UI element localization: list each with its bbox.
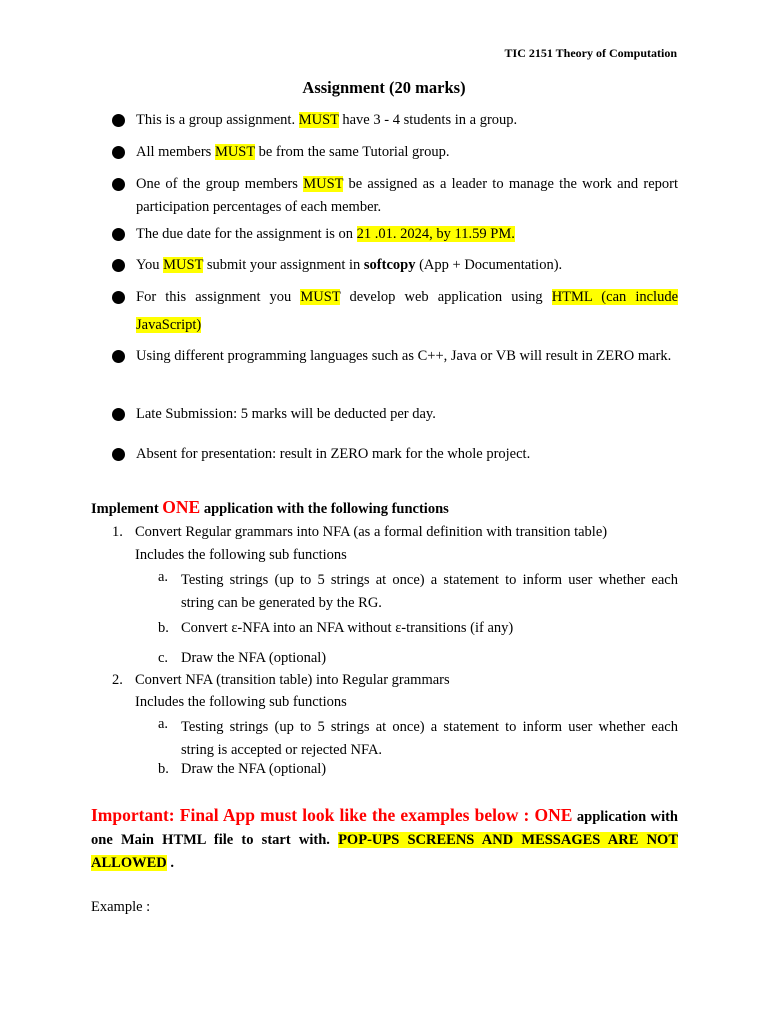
bullet-icon — [112, 178, 125, 191]
sub-letter: a. — [158, 569, 169, 585]
page-title: Assignment (20 marks) — [302, 78, 466, 97]
highlight-must: MUST — [214, 144, 255, 160]
rule-text: Late Submission: 5 marks will be deducted per day. — [136, 406, 436, 422]
sub-letter: c. — [158, 650, 169, 666]
bullet-icon — [112, 350, 125, 363]
important-notice: Important: Final App must look like the examples below : ONE application with one Main HTML file to start with. POP-UPS SCREENS AND MESSAGES ARE NOT ALLOWED . — [91, 805, 678, 871]
bullet-icon — [112, 448, 125, 461]
rule-text: Using different programming languages such as C++, Java or VB will result in ZERO mark. — [136, 348, 672, 364]
list-item — [112, 223, 678, 246]
bullet-icon — [112, 228, 125, 241]
highlight-html: HTML (can include JavaScript) — [136, 289, 679, 333]
sub-functions-intro: Includes the following sub functions — [135, 694, 347, 710]
sub-letter: a. — [158, 716, 169, 732]
bullet-icon — [112, 408, 125, 421]
sub-letter: b. — [158, 761, 169, 777]
rule-text: Absent for presentation: result in ZERO mark for the whole project. — [136, 446, 531, 462]
rule-text: All members — [136, 144, 215, 160]
highlight-must: MUST — [303, 176, 344, 192]
sub-function: Testing strings (up to 5 strings at once) a statement to inform user whether each string can be generated by the RG. — [181, 572, 678, 611]
bullet-icon — [112, 114, 125, 127]
list-item — [112, 254, 678, 277]
rule-text: This is a group assignment. — [136, 112, 299, 128]
item-number: 1. — [112, 524, 123, 540]
highlight-must: MUST — [163, 257, 204, 273]
function-title: Convert Regular grammars into NFA (as a formal definition with transition table) — [135, 524, 608, 540]
sub-letter: b. — [158, 620, 169, 636]
highlight-must: MUST — [300, 289, 341, 305]
rule-text: submit your assignment in — [203, 257, 364, 273]
rule-text: be assigned as a leader to manage the work and report participation percentages of each member. — [136, 176, 678, 215]
item-number: 2. — [112, 672, 123, 688]
highlight-must: MUST — [298, 112, 339, 128]
rule-text: be from the same Tutorial group. — [254, 144, 450, 160]
important-label: Important: Final App must look like the examples below : ONE — [91, 805, 573, 825]
rule-text: (App + Documentation). — [415, 257, 563, 273]
sub-function: Draw the NFA (optional) — [181, 650, 327, 666]
bold-softcopy: softcopy — [363, 257, 416, 273]
sub-function: Draw the NFA (optional) — [181, 761, 327, 777]
list-item — [112, 109, 678, 132]
highlight-due-date: 21 .01. 2024, by 11.59 PM. — [356, 226, 515, 242]
example-label: Example : — [91, 899, 151, 915]
list-item — [112, 403, 678, 426]
bullet-icon — [112, 259, 125, 272]
list-item — [112, 283, 678, 339]
rule-text: have 3 - 4 students in a group. — [338, 112, 518, 128]
sub-function: Testing strings (up to 5 strings at once) a statement to inform user whether each string is accepted or rejected NFA. — [181, 719, 678, 758]
list-item — [112, 342, 678, 370]
rule-text: You — [136, 257, 164, 273]
implement-heading: Implement ONE application with the following functions — [91, 497, 449, 517]
function-title: Convert NFA (transition table) into Regular grammars — [135, 672, 450, 688]
list-item — [112, 141, 678, 164]
rule-text: develop web application using — [340, 289, 552, 305]
bullet-icon — [112, 146, 125, 159]
bullet-icon — [112, 291, 125, 304]
highlight-one: ONE — [162, 497, 201, 517]
rule-text: The due date for the assignment is on — [136, 226, 357, 242]
sub-functions-intro: Includes the following sub functions — [135, 547, 347, 563]
list-item — [112, 173, 678, 219]
rule-text: For this assignment you — [136, 289, 301, 305]
list-item — [112, 443, 678, 466]
highlight-popups: POP-UPS SCREENS AND MESSAGES ARE NOT ALLOWED — [91, 832, 678, 871]
course-header: TIC 2151 Theory of Computation — [504, 46, 677, 60]
rule-text: One of the group members — [136, 176, 304, 192]
sub-function: Convert ε-NFA into an NFA without ε-transitions (if any) — [181, 620, 514, 636]
